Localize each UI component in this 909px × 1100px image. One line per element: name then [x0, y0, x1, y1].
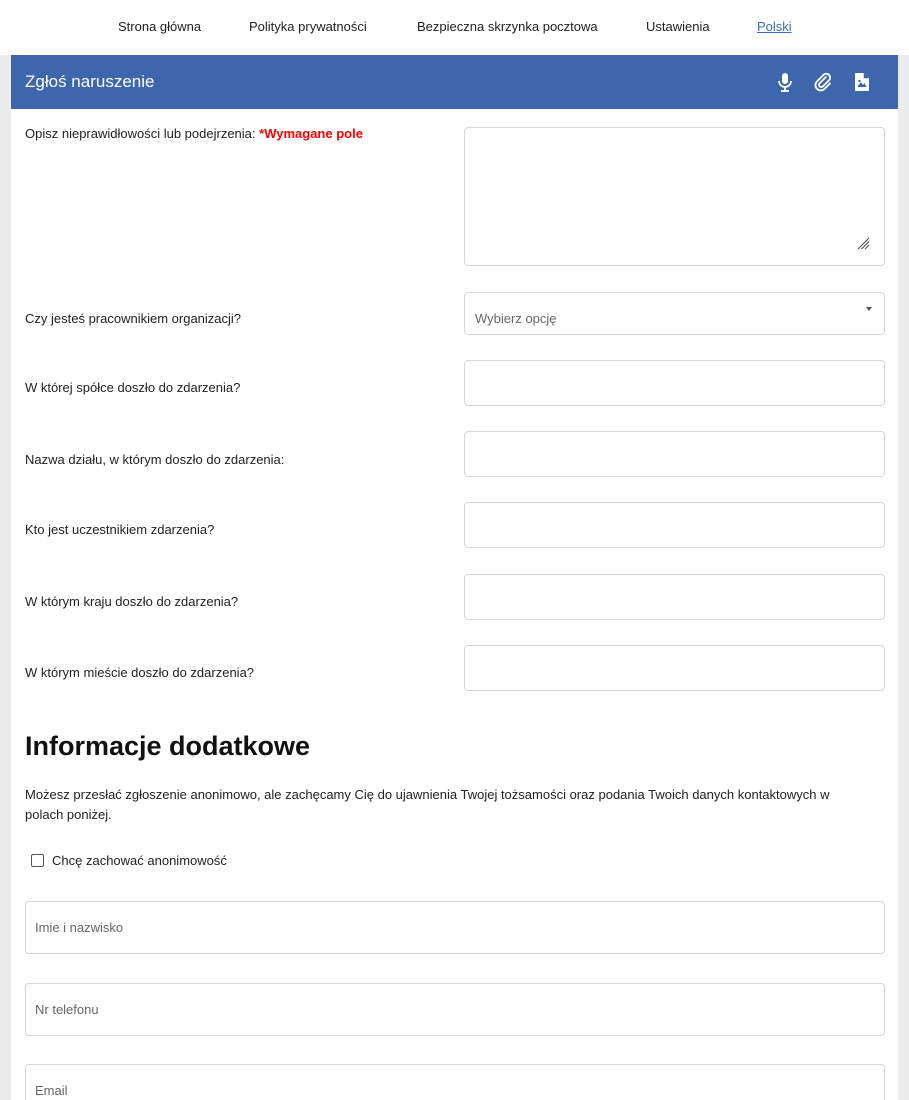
department-label: Nazwa działu, w którym doszło do zdarzenia:	[25, 452, 285, 467]
anonymous-checkbox[interactable]	[31, 854, 44, 867]
nav-link-home[interactable]: Strona główna	[118, 19, 202, 34]
description-label-text: Opisz nieprawidłowości lub podejrzenia:	[25, 126, 256, 141]
anonymous-checkbox-label: Chcę zachować anonimowość	[52, 852, 227, 868]
report-form-panel	[11, 55, 898, 1100]
city-input[interactable]	[464, 645, 885, 691]
country-input[interactable]	[464, 574, 885, 620]
resize-handle-icon[interactable]	[856, 236, 870, 250]
nav-link-privacy-policy[interactable]: Polityka prywatności	[249, 19, 367, 34]
country-label: W którym kraju doszło do zdarzenia?	[25, 594, 239, 609]
language-selector[interactable]: Polski	[757, 19, 792, 34]
participant-label: Kto jest uczestnikiem zdarzenia?	[25, 522, 215, 537]
additional-info-description: Możesz przesłać zgłoszenie anonimowo, ale zachęcamy Cię do ujawnienia Twojej tożsamości oraz podania Twoich danych kontaktowych w polach poniżej.	[25, 787, 830, 822]
employee-select[interactable]	[464, 292, 885, 335]
description-textarea[interactable]	[464, 127, 885, 266]
nav-link-settings[interactable]: Ustawienia	[646, 19, 710, 34]
employee-select-placeholder: Wybierz opcję	[475, 311, 557, 326]
panel-title: Zgłoś naruszenie	[25, 72, 155, 91]
required-field-marker: *Wymagane pole	[259, 126, 363, 141]
employee-label: Czy jesteś pracownikiem organizacji?	[25, 311, 242, 326]
additional-info-heading: Informacje dodatkowe	[25, 731, 311, 761]
full-name-input[interactable]	[25, 901, 885, 954]
paperclip-icon[interactable]	[812, 71, 834, 93]
nav-link-secure-mailbox[interactable]: Bezpieczna skrzynka pocztowa	[417, 19, 598, 34]
panel-header	[11, 55, 898, 109]
company-input[interactable]	[464, 360, 885, 406]
participant-input[interactable]	[464, 502, 885, 548]
chevron-down-icon	[866, 307, 872, 311]
document-icon[interactable]	[851, 71, 873, 93]
anonymous-checkbox-row[interactable]	[31, 852, 227, 868]
microphone-icon[interactable]	[774, 71, 796, 93]
city-label: W którym mieście doszło do zdarzenia?	[25, 665, 255, 680]
department-input[interactable]	[464, 431, 885, 477]
description-label	[25, 126, 363, 141]
top-navigation	[0, 0, 909, 55]
email-input[interactable]	[25, 1064, 885, 1100]
phone-input[interactable]	[25, 983, 885, 1036]
company-label: W której spółce doszło do zdarzenia?	[25, 380, 241, 395]
